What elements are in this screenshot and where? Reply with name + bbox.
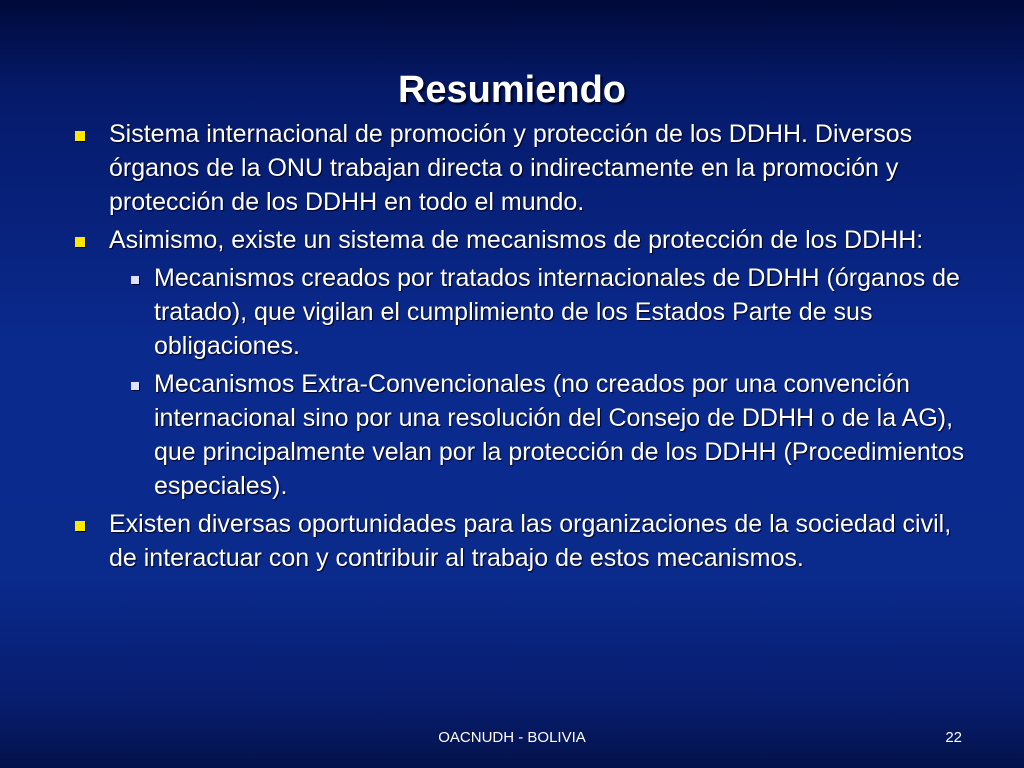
square-bullet-icon (75, 237, 85, 247)
square-sub-bullet-icon (131, 382, 139, 390)
bullet-text-3: Existen diversas oportunidades para las organizaciones de la sociedad civil, de interactuar con y contribuir al trabajo de estos mecanismos. (109, 510, 952, 572)
square-bullet-icon (75, 131, 85, 141)
slide-number: 22 (945, 729, 962, 746)
sub-bullet-text-1: Mecanismos creados por tratados internacionales de DDHH (órganos de tratado), que vigilan el cumplimiento de los Estados Parte de sus obligaciones. (154, 264, 960, 360)
bullet-item-2 (70, 223, 980, 503)
bullet-text-2: Asimismo, existe un sistema de mecanismos de protección de los DDHH: (109, 226, 924, 254)
square-bullet-icon (75, 521, 85, 531)
bullet-text-1: Sistema internacional de promoción y protección de los DDHH. Diversos órganos de la ONU trabajan directa o indirectamente en la promoción y protección de los DDHH en todo el mundo. (109, 120, 913, 216)
slide-footer: OACNUDH - BOLIVIA (438, 729, 586, 746)
bullet-item-1 (70, 117, 980, 219)
bullet-list (70, 117, 980, 579)
sub-bullet-item-2 (109, 367, 980, 503)
square-sub-bullet-icon (131, 276, 139, 284)
sub-bullet-list (109, 261, 980, 503)
sub-bullet-text-2: Mecanismos Extra-Convencionales (no creados por una convención internacional sino por una resolución del Consejo de DDHH o de la AG), que principalmente velan por la protección de los DDHH (Procedimientos especiales). (154, 370, 965, 500)
bullet-item-3 (70, 507, 980, 575)
sub-bullet-item-1 (109, 261, 980, 363)
slide-title: Resumiendo (397, 69, 627, 112)
